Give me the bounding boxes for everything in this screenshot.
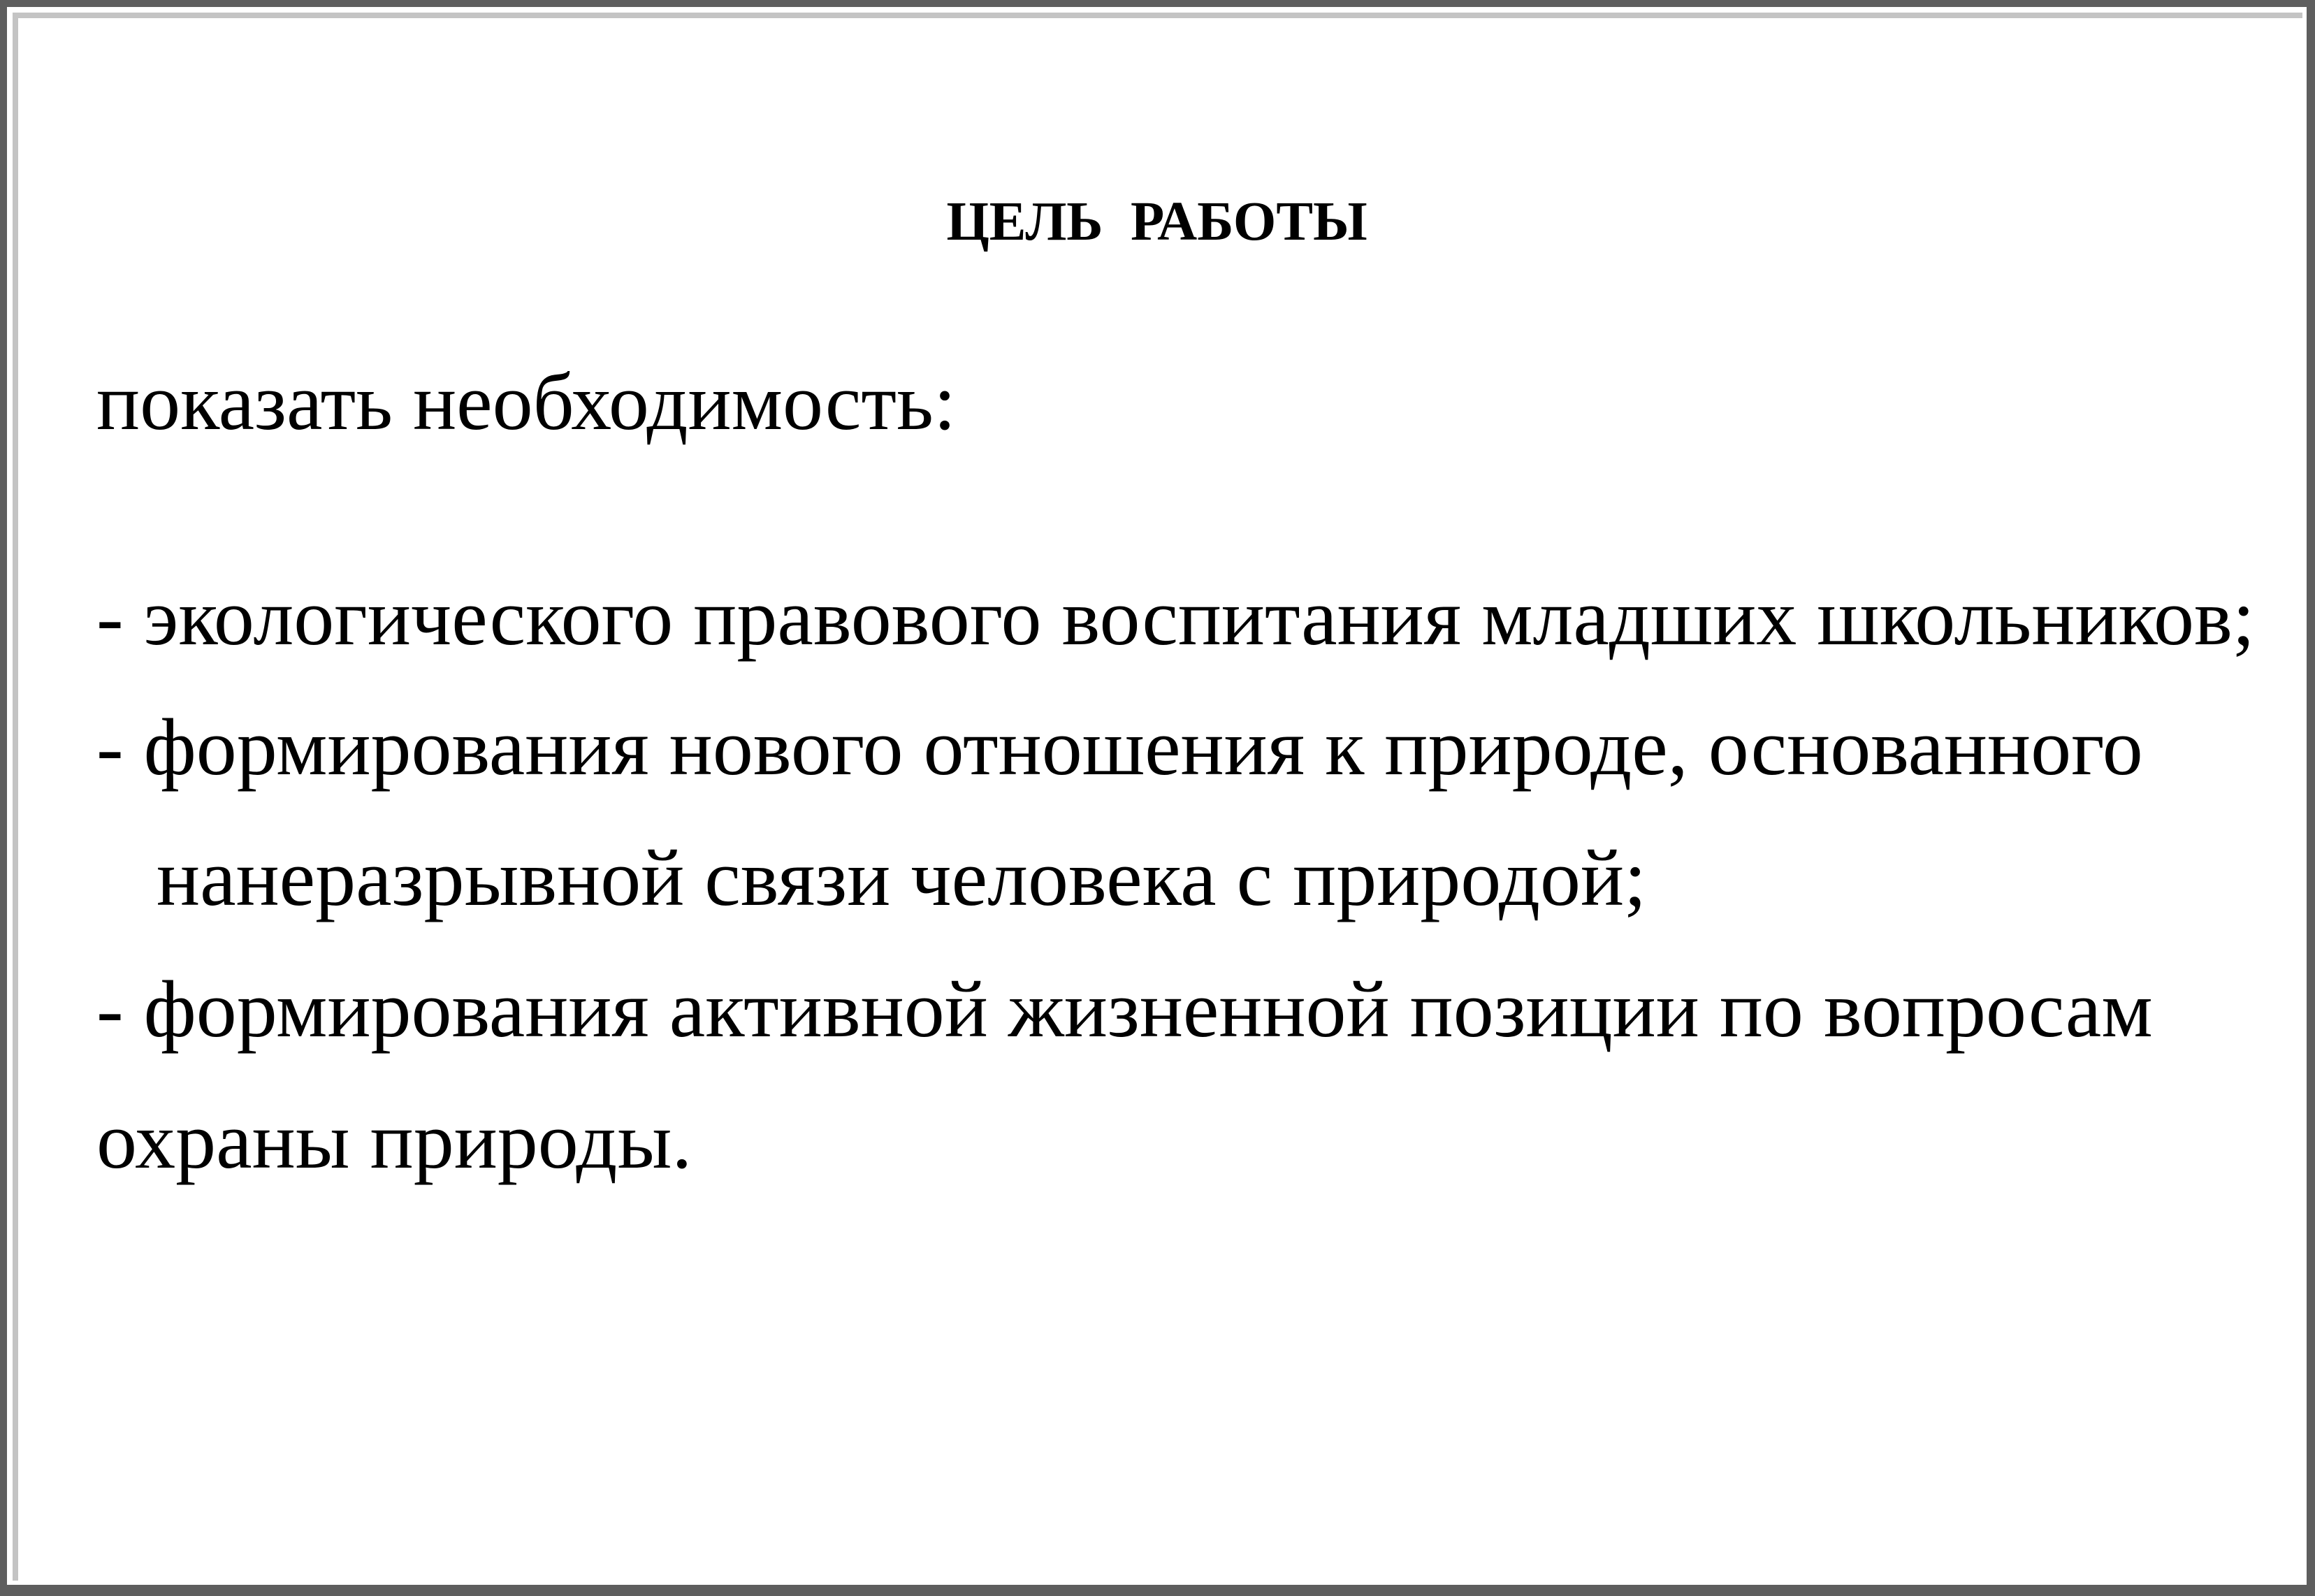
slide-title: ЦЕЛЬ РАБОТЫ [946, 191, 1367, 252]
list-item-new-attitude-continued: нанеразрывной связи человека с природой; [157, 834, 1647, 923]
list-item-active-position: - формирования активной жизненной позиции по вопросам [96, 965, 2153, 1054]
list-item-new-attitude: - формирования нового отношения к природе, основанного [96, 703, 2143, 792]
list-item-active-position-continued: охраны природы. [96, 1096, 692, 1186]
intro-text: показать необходимость: [96, 358, 957, 447]
list-item-legal-education: - экологического правового воспитания младших школьников; [96, 573, 2255, 662]
